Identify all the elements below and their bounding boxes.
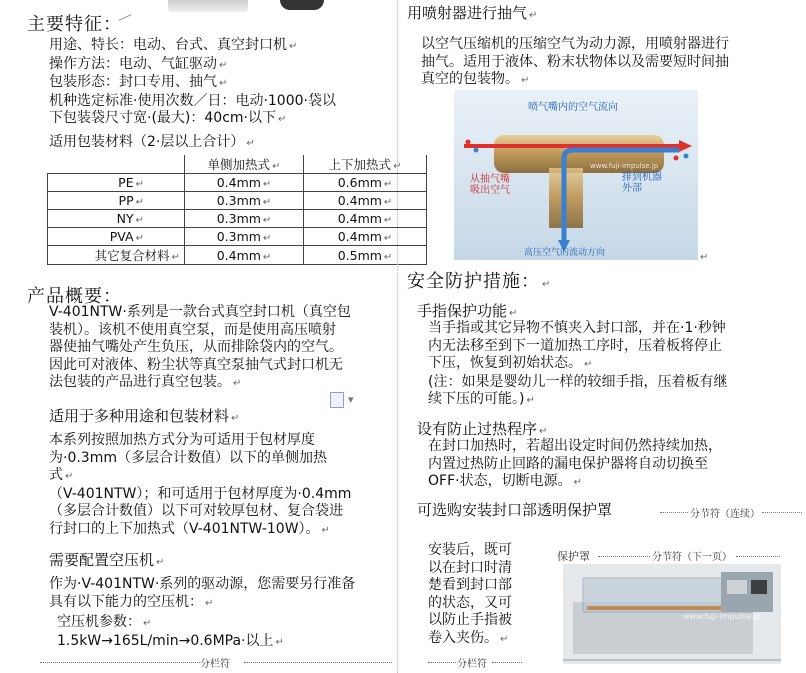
- materials-title: 适用包装材料（2·层以上合计） ↵: [49, 134, 255, 150]
- feature-line: 包装形态：封口专用、抽气 ↵: [49, 74, 228, 90]
- table-header-cell: 单侧加热式 ↵: [185, 155, 304, 174]
- cover-paragraph: [428, 542, 512, 648]
- diagram-bottom-label: 高压空气的流动方向: [524, 248, 606, 258]
- overview-line: V-401NTW·系列是一款台式真空封口机（真空包: [49, 304, 351, 320]
- usage-line: 为·0.3mm（多层合计数值）以下的单侧加热: [49, 449, 327, 466]
- compressor-param-label: 空压机参数： ↵: [57, 614, 152, 630]
- section-break-next: 分节符（下一页）: [652, 552, 732, 563]
- compressor-line: 作为·V-401NTW·系列的驱动源，您需要另行准备: [49, 576, 356, 592]
- overheat-line: 在封口加热时，若超出设定时间仍然持续加热，: [428, 438, 722, 454]
- table-cell: 0.4mm ↵: [304, 228, 427, 246]
- finger-line: 续下压的可能。) ↵: [428, 391, 535, 407]
- table-cell: 0.6mm ↵: [304, 174, 427, 192]
- table-cell: 0.5mm ↵: [304, 246, 427, 265]
- overview-line: 装机）。该机不使用真空泵，而是使用高压喷射: [49, 321, 336, 338]
- panel-knob: [751, 580, 767, 594]
- diagram-top-label: 喷气嘴内的空气流向: [528, 102, 618, 113]
- panel-display: [727, 580, 747, 594]
- table-cell: NY ↵: [48, 210, 185, 228]
- features-title: 主要特征：: [27, 14, 122, 35]
- cover-line: 以防止手指被: [428, 612, 512, 628]
- ejector-line: 真空的包装物。 ↵: [421, 71, 530, 87]
- finger-paragraph: [428, 320, 727, 410]
- feature-line: 下包装袋尺寸宽·(最大)：40cm·以下 ↵: [49, 110, 287, 126]
- column-break-label: 分栏符: [457, 659, 487, 670]
- table-cell: PP ↵: [48, 192, 185, 210]
- materials-table: [47, 155, 427, 265]
- photo-label: 保护罩: [557, 550, 590, 563]
- column-break-label: 分栏符: [200, 659, 230, 670]
- cover-line: 安装后，既可: [428, 542, 512, 558]
- cover-photo: [563, 564, 781, 664]
- section-break-line: [762, 512, 802, 513]
- usage-line: （多层合计数值）以下可对较厚包材、复合袋进: [49, 503, 343, 519]
- overheat-paragraph: [428, 438, 722, 492]
- finger-line: 内无法移至到下一道加热工序时，压着板将停止: [428, 337, 722, 354]
- finger-line: 当手指或其它异物不慎夹入封口部，并在·1·秒钟: [428, 320, 726, 336]
- column-divider: [397, 0, 398, 673]
- air-dot: [466, 140, 471, 145]
- top-cropped-image-dark: [280, 0, 324, 10]
- table-cell: 0.4mm ↵: [185, 246, 304, 265]
- ejector-line: 抽气。适用于液体、粉末状物体以及需要短时间抽: [421, 53, 729, 70]
- diagram-right-label: 排到机器 外部: [622, 172, 662, 194]
- table-cell: 0.3mm ↵: [185, 192, 304, 210]
- air-dot: [674, 156, 679, 161]
- safety-title: 安全防护措施： ↵: [407, 271, 552, 292]
- air-dot: [474, 148, 479, 153]
- column-break-line: [428, 662, 456, 663]
- ejector-title: 用喷射器进行抽气 ↵: [407, 4, 538, 22]
- ejector-line: 以空气压缩机的压缩空气为动力源，用喷射器进行: [421, 36, 729, 52]
- overview-title: 产品概要：: [27, 286, 122, 307]
- usage-line: 本系列按照加热方式分为可适用于包材厚度: [49, 432, 315, 448]
- features-list: [49, 37, 336, 129]
- cover-line: 楚看到封口部: [428, 577, 512, 593]
- table-cell: 0.3mm ↵: [185, 228, 304, 246]
- compressor-line: 具有以下能力的空压机： ↵: [49, 593, 214, 610]
- cover-line: 卷入夹伤。 ↵: [428, 629, 509, 646]
- feature-line: 用途、特长：电动、台式、真空封口机 ↵: [49, 37, 298, 53]
- overheat-title: 设有防止过热程序 ↵: [417, 420, 548, 438]
- feature-line: 操作方法：电动、气缸驱动 ↵: [49, 55, 228, 72]
- compressor-paragraph: [49, 576, 355, 612]
- overview-line: 因此可对液体、粉尘状等真空泵抽气式封口机无: [49, 356, 343, 373]
- overheat-line: 内置过热防止回路的漏电保护器将自动切换至: [428, 455, 708, 472]
- top-cropped-image: [168, 0, 248, 12]
- table-cell: 0.4mm ↵: [304, 192, 427, 210]
- section-break-line: [660, 512, 688, 513]
- compressor-title: 需要配置空压机 ↵: [49, 551, 165, 569]
- section-break-continuous: 分节符（连续）: [690, 509, 760, 520]
- usage-title: 适用于多种用途和包装材料 ↵: [49, 407, 240, 425]
- table-cell: PE ↵: [48, 174, 185, 192]
- column-break-line: [492, 662, 522, 663]
- cover-title: 可选购安装封口部透明保护罩: [417, 501, 613, 519]
- column-break-line: [40, 662, 200, 663]
- table-header-cell: [48, 155, 185, 174]
- table-cell: 0.3mm ↵: [185, 210, 304, 228]
- table-header-row: [48, 155, 427, 174]
- usage-paragraph: [49, 432, 351, 539]
- table-cell: 0.4mm ↵: [185, 174, 304, 192]
- table-cell: 其它复合材料 ↵: [48, 246, 185, 265]
- table-row: [48, 246, 427, 265]
- cover-line: 以在封口时清: [428, 559, 512, 576]
- section-break-line: [736, 556, 780, 557]
- finger-line: 下压，恢复到初始状态。 ↵: [428, 355, 593, 371]
- photo-watermark: www.fuji-impulse.jp: [683, 612, 761, 621]
- chevron-down-icon[interactable]: ▾: [348, 393, 354, 406]
- table-cell: 0.4mm ↵: [304, 210, 427, 228]
- table-row: [48, 228, 427, 246]
- overview-line: 法包装的产品进行真空包装。 ↵: [49, 374, 242, 390]
- ejector-paragraph: [421, 36, 729, 90]
- air-dot: [684, 154, 689, 159]
- overheat-line: OFF·状态，切断电源。 ↵: [428, 473, 582, 489]
- diagram-watermark: www.fuji-impulse.jp: [590, 162, 659, 170]
- overview-paragraph: [49, 304, 351, 393]
- table-row: [48, 210, 427, 228]
- finger-title: 手指保护功能 ↵: [417, 302, 518, 320]
- table-row: [48, 192, 427, 210]
- table-header-cell: 上下加热式 ↵: [304, 155, 427, 174]
- usage-line: 行封口的上下加热式（V-401NTW-10W）。 ↵: [49, 520, 330, 537]
- finger-line: (注：如果是婴幼儿一样的较细手指，压着板有继: [428, 373, 728, 390]
- usage-line: （V-401NTW）；和可适用于包材厚度为·0.4mm: [49, 485, 352, 502]
- overview-line: 器使抽气嘴处产生负压，从而排除袋内的空气。: [49, 339, 343, 355]
- feature-line: 机种选定标准·使用次数／日：电动·1000·袋以: [49, 92, 336, 109]
- column-break-line: [244, 662, 392, 663]
- diagram-left-label: 从抽气嘴 吸出空气: [470, 174, 510, 196]
- paste-options-icon[interactable]: [330, 392, 344, 408]
- table-cell: PVA ↵: [48, 228, 185, 246]
- usage-line: 式 ↵: [49, 467, 74, 483]
- section-break-line: [598, 556, 650, 557]
- table-row: [48, 174, 427, 192]
- paragraph-mark: ↵: [700, 252, 709, 263]
- seal-bar: [587, 606, 737, 610]
- cover-line: 的状态，又可: [428, 594, 512, 611]
- compressor-param-value: 1.5kW→165L/min→0.6MPa·以上 ↵: [57, 633, 284, 649]
- ejector-diagram: [454, 90, 698, 260]
